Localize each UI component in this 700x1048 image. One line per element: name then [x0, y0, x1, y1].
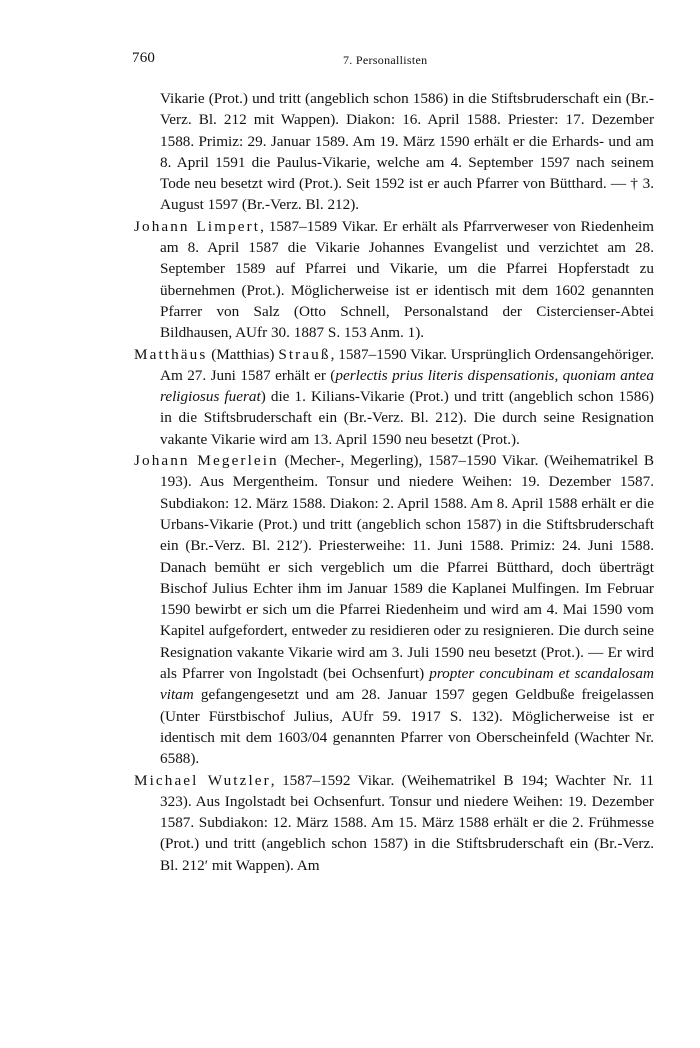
entry-megerlein	[134, 450, 654, 769]
person-surname: Strauß	[278, 345, 331, 363]
body-text	[134, 88, 654, 876]
person-name: Johann Megerlein	[134, 452, 279, 470]
person-alias: (Matthias)	[207, 345, 279, 363]
entry-text-cont: ) die 1. Kilians-Vikarie (Prot.) und tritt (angeblich schon 1586) in die Stiftsbruderschaft ein (Br.-Verz. Bl. 212). Die durch seine Resignation vakante Vikarie wird am 13. April 1590 neu besetzt (Prot.).	[160, 388, 654, 448]
entry-text: , 1587–1590 Vikar. Ursprünglich Ordensangehöriger. Am 27. Juni 1587 erhält er (	[160, 345, 654, 384]
entry-strauss	[134, 344, 654, 450]
page-number: 760	[132, 50, 156, 66]
person-name: Johann Limpert	[134, 217, 261, 235]
continued-entry	[134, 88, 654, 216]
entry-text: , 1587–1592 Vikar. (Weihematrikel B 194; Wachter Nr. 11 323). Aus Ingolstadt bei Ochsenfurt. Tonsur und niedere Weihen: 19. Dezember 1587. Subdiakon: 12. März 1588. Am 15. März 1588 erhält er die 2. Frühmesse (Prot.) und tritt (angeblich schon 1587) in die Stiftsbruderschaft ein (Br.-Verz. Bl. 212′ mit Wappen). Am	[160, 771, 654, 874]
entry-text: (Mecher-, Megerling), 1587–1590 Vikar. (Weihematrikel B 193). Aus Mergentheim. Tonsur und niedere Weihen: 19. Dezember 1587. Subdiakon: 12. März 1588. Diakon: 2. April 1588. Am 8. April 1588 erhält er die Urbans-Vikarie (Prot.) und tritt (angeblich schon 1587) in die Stiftsbruderschaft ein (Br.-Verz. Bl. 212′). Priesterweihe: 11. Juni 1588. Primiz: 24. Juni 1588. Danach bemüht er sich vergeblich um die Pfarrei Bütthard, doch überträgt Bischof Julius Echter ihm im Januar 1589 die Kaplanei Mulfingen. Im Februar 1590 bewirbt er sich um die Pfarrei Riedenheim und wird am 4. Mai 1590 vom Kapitel aufgefordert, entweder zu residieren oder zu resignieren. Die durch seine Resignation vakante Vikarie wird am 3. Juli 1590 neu besetzt (Prot.). — Er wird als Pfarrer von Ingolstadt (bei Ochsenfurt)	[160, 452, 654, 683]
running-title: 7. Personallisten	[343, 53, 428, 67]
entry-text: , 1587–1589 Vikar. Er erhält als Pfarrverweser von Riedenheim am 8. April 1587 die Vikarie Johannes Evangelist und verzichtet am 28. September 1589 auf Pfarrei und Vikarie, um die Pfarrei Hopferstadt zu übernehmen (Prot.). Möglicherweise ist er identisch mit dem 1602 genannten Pfarrer von Salz (Otto Schnell, Personalstand der Cistercienser-Abtei Bildhausen, AUfr 30. 1887 S. 153 Anm. 1).	[160, 217, 654, 342]
entry-limpert	[134, 216, 654, 344]
entry-text: Vikarie (Prot.) und tritt (angeblich schon 1586) in die Stiftsbruderschaft ein (Br.-Verz. Bl. 212 mit Wappen). Diakon: 16. April 1588. Priester: 17. Dezember 1588. Primiz: 29. Januar 1589. Am 19. März 1590 erhält er die Erhards- und am 8. April 1591 die Paulus-Vikarie, welche am 4. September 1597 nach seinem Tode neu besetzt wird (Prot.). Seit 1592 ist er auch Pfarrer von Bütthard. — † 3. August 1597 (Br.-Verz. Bl. 212).	[160, 90, 654, 214]
person-name: Michael Wutzler	[134, 771, 271, 789]
entry-text-cont: gefangengesetzt und am 28. Januar 1597 gegen Geldbuße freigelassen (Unter Fürstbischof Julius, AUfr 59. 1917 S. 132). Möglicherweise ist er identisch mit dem 1603/04 genannten Pfarrer von Oberscheinfeld (Wachter Nr. 6588).	[160, 686, 654, 768]
latin-quote: propter concubinam et scandalosam vitam	[160, 665, 654, 704]
latin-quote: perlectis prius literis dispensationis, quoniam antea religiosus fuerat	[160, 366, 654, 406]
entry-wutzler	[134, 770, 654, 876]
person-given-name: Matthäus	[134, 345, 208, 363]
